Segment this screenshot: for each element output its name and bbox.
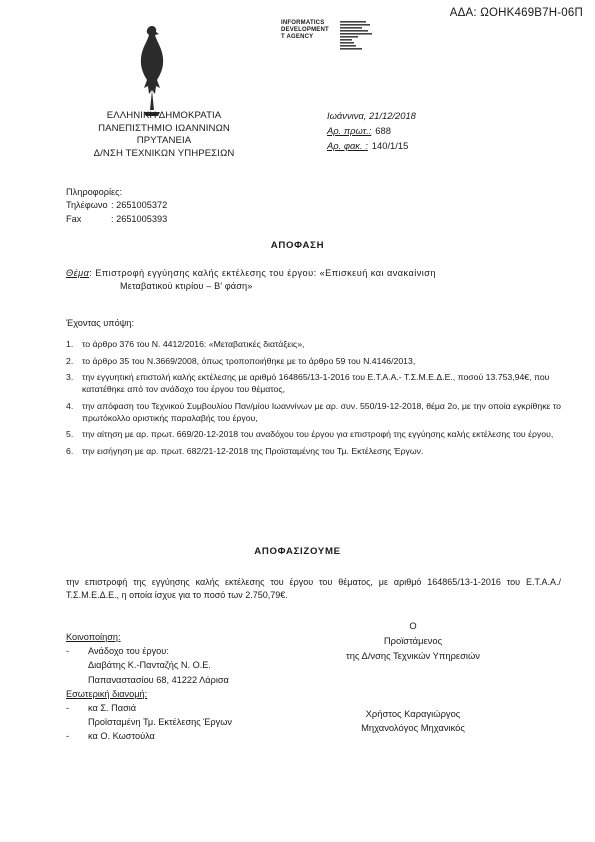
ida-logo-line: T AGENCY (281, 34, 314, 41)
list-item (66, 445, 561, 457)
signatory-role-block (323, 618, 503, 663)
info-label: Πληροφορίες: (66, 187, 123, 197)
having-in-view-label: Έχοντας υπόψη: (66, 318, 134, 328)
file-number: 140/1/15 (371, 140, 409, 151)
place-date: Ιωάννινα, 21/12/2018 (327, 110, 416, 121)
distribution-block (66, 630, 232, 744)
list-item-number: 6. (66, 445, 74, 456)
list-item-text: την εγγυητική επιστολή καλής εκτέλεσης με αριθμό 164865/13-1-2016 του Ε.Τ.Α.Α.- Τ.Σ.Μ.Ε.Δ.Ε., ποσού 13.753,94€, που κατατέθηκε από τον ανάδοχο του έργου του θέματος, (82, 372, 550, 395)
ada-code: ΑΔΑ: ΩΟΗΚ469Β7Η-06Π (449, 7, 583, 19)
subject-text-line1: : Επιστροφή εγγύησης καλής εκτέλεσης του έργου: «Επισκευή και ανακαίνιση (89, 268, 436, 278)
list-item-text: κα Σ. Πασιά (88, 703, 137, 714)
decision-text: την επιστροφή της εγγύησης καλής εκτέλεσης του έργου του θέματος, με αριθμό 164865/13-1-2016 του Ε.Τ.Α.Α./Τ.Σ.Μ.Ε.Δ.Ε., η οποία ίσχυε για το ποσό των 2.750,79€. (66, 577, 561, 600)
signatory-name: Χρήστος Καραγιώργος (365, 708, 461, 719)
signatory-title: Μηχανολόγος Μηχανικός (361, 722, 465, 734)
issuer-line: Δ/ΝΣΗ ΤΕΧΝΙΚΩΝ ΥΠΗΡΕΣΙΩΝ (93, 147, 235, 159)
signatory-role-line: Προϊστάμενος (383, 635, 443, 646)
internal-distribution-label: Εσωτερική διανομή: (66, 688, 148, 699)
list-item-number: 5. (66, 429, 74, 440)
signatory-role-line: της Δ/νσης Τεχνικών Υπηρεσιών (346, 650, 480, 661)
list-item-text: την εισήγηση με αρ. πρωτ. 682/21-12-2018 της Προϊσταμένης του Τμ. Εκτέλεσης Έργων. (82, 445, 424, 456)
greek-eagle-emblem (130, 20, 174, 120)
notify-label: Κοινοποίηση: (66, 632, 121, 642)
list-item-number: 3. (66, 372, 74, 382)
document-title: ΑΠΟΦΑΣΗ (270, 240, 325, 251)
subject-label: Θέμα (66, 268, 90, 278)
contact-block (66, 186, 167, 226)
list-item (66, 729, 232, 743)
phone-label: Τηλέφωνο (66, 200, 108, 211)
phone-value: : 2651005372 (111, 200, 168, 211)
issuer-line: ΠΑΝΕΠΙΣΤΗΜΙΟ ΙΩΑΝΝΙΝΩΝ (98, 122, 230, 134)
list-item-text: Παπαναστασίου 68, 41222 Λάρισα (88, 674, 229, 685)
list-item (66, 338, 561, 350)
list-item-text: Διαβάτης Κ.-Πανταζής Ν. Ο.Ε. (88, 660, 211, 671)
list-item (66, 701, 232, 715)
list-dash: - (66, 646, 70, 657)
list-item-number: 4. (66, 400, 74, 411)
signatory-o: Ο (409, 620, 417, 631)
list-dash: - (66, 731, 70, 742)
ida-logo-line: INFORMATICS (281, 20, 325, 26)
subject-block (66, 267, 561, 293)
file-label: Αρ. φακ. : (327, 140, 368, 151)
list-item-text: την αίτηση με αρ. πρωτ. 669/20-12-2018 του αναδόχου του έργου για επιστροφή της εγγύησης καλής εκτέλεσης του έργου, (82, 429, 554, 440)
list-dash: - (66, 703, 70, 714)
list-item-text: το άρθρο 35 του Ν.3669/2008, όπως τροποποιήθηκε με το άρθρο 59 του Ν.4146/2013, (82, 355, 416, 366)
signatory-name-block (311, 707, 515, 735)
list-item-text: το άρθρο 376 του Ν. 4412/2016: «Μεταβατικές διατάξεις», (82, 339, 305, 349)
decide-heading: ΑΠΟΦΑΣΙΖΟΥΜΕ (254, 546, 341, 557)
list-item-text: Προϊσταμένη Τμ. Εκτέλεσης Έργων (88, 717, 232, 728)
list-item-number: 1. (66, 339, 74, 349)
protocol-number: 688 (375, 125, 391, 136)
fax-label: Fax (66, 213, 82, 224)
list-item (66, 355, 561, 367)
protocol-label: Αρ. πρωτ.: (327, 125, 372, 136)
issuer-line: ΠΡΥΤΑΝΕΙΑ (136, 135, 192, 147)
considerations-list (66, 338, 561, 461)
list-item (66, 400, 561, 424)
list-item-text: Ανάδοχο του έργου: (88, 646, 169, 657)
fax-value: : 2651005393 (111, 213, 168, 224)
subject-text-line2: Μεταβατικού κτιρίου – Β’ φάση» (120, 281, 253, 291)
issuer-block (64, 110, 264, 160)
list-item-number: 2. (66, 355, 74, 366)
list-item-text: την απόφαση του Τεχνικού Συμβουλίου Παν/μίου Ιωαννίνων με αρ. συν. 550/19-12-2018, θέμα 2ο, με την οποία εγκρίθηκε το πρωτόκολλο οριστικής παραλαβής του έργου, (82, 400, 561, 423)
ida-logo-greek-text-graphic (340, 21, 376, 57)
ida-logo-line: DEVELOPMENT (281, 27, 329, 34)
ida-logo (281, 20, 329, 42)
list-item (66, 428, 561, 440)
list-item-text: κα Ο. Κωστούλα (88, 731, 155, 742)
list-item (66, 371, 561, 395)
date-protocol-block (327, 108, 416, 153)
issuer-line: ΕΛΛΗΝΙΚΗ ΔΗΜΟΚΡΑΤΙΑ (106, 110, 222, 121)
list-item (66, 644, 232, 658)
